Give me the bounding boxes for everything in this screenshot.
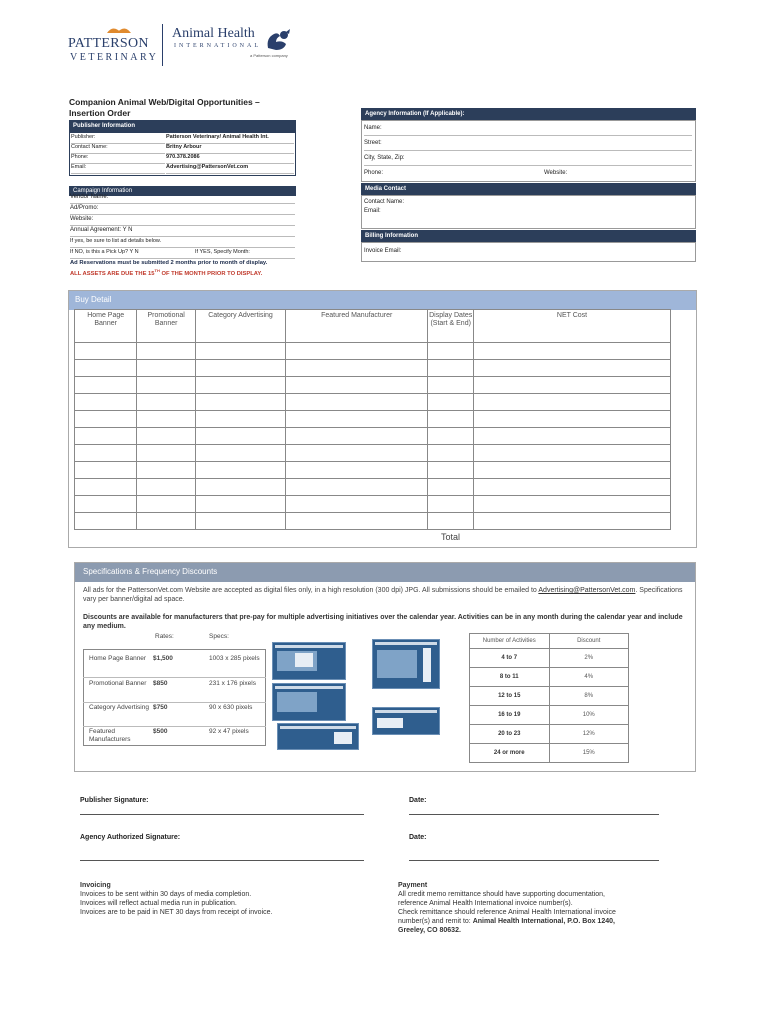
campaign-divider bbox=[70, 258, 295, 259]
publisher-row-label: Phone: bbox=[71, 154, 165, 164]
buy-cell[interactable] bbox=[196, 496, 286, 513]
buy-cell[interactable] bbox=[75, 479, 137, 496]
payment-line-3: Check remittance should reference Animal Health International invoice bbox=[398, 909, 616, 916]
billing-info-box bbox=[361, 242, 696, 262]
buy-cell[interactable] bbox=[474, 445, 671, 462]
date-line-1[interactable] bbox=[409, 814, 659, 815]
specs-title: Specifications & Frequency Discounts bbox=[83, 567, 218, 576]
agency-city-field[interactable]: City, State, Zip: bbox=[364, 154, 692, 166]
payment-address: Animal Health International, P.O. Box 1240, bbox=[472, 918, 615, 925]
spec-item-dimensions: 90 x 630 pixels bbox=[209, 704, 253, 711]
page-title-line2: Insertion Order bbox=[69, 108, 131, 118]
publisher-row-value[interactable]: Patterson Veterinary/ Animal Health Int. bbox=[166, 134, 294, 144]
buy-cell[interactable] bbox=[428, 513, 474, 530]
date-label-2: Date: bbox=[409, 834, 427, 841]
buy-column-header: NET Cost bbox=[474, 310, 671, 343]
patterson-logo bbox=[68, 22, 158, 66]
discount-column-header: Discount bbox=[549, 634, 629, 649]
buy-cell[interactable] bbox=[137, 411, 196, 428]
buy-column-header: Category Advertising bbox=[196, 310, 286, 343]
buy-total-label: Total bbox=[441, 532, 461, 542]
international-wordmark: INTERNATIONAL bbox=[174, 43, 261, 49]
rates-column-header: Rates: bbox=[155, 633, 174, 640]
discount-percent-cell: 12% bbox=[549, 725, 629, 744]
agency-info-header: Agency Information (If Applicable): bbox=[361, 108, 696, 120]
buy-cell[interactable] bbox=[474, 462, 671, 479]
table-row bbox=[470, 649, 629, 668]
buy-cell[interactable] bbox=[196, 428, 286, 445]
discount-percent-cell: 10% bbox=[549, 706, 629, 725]
buy-cell[interactable] bbox=[474, 360, 671, 377]
agency-name-field[interactable]: Name: bbox=[364, 124, 692, 136]
buy-cell[interactable] bbox=[428, 343, 474, 360]
vendor-name-field[interactable]: Vendor Name: bbox=[70, 194, 295, 204]
assets-due-note bbox=[70, 268, 262, 277]
buy-cell[interactable] bbox=[137, 462, 196, 479]
invoicing-section bbox=[80, 881, 272, 917]
patterson-company-tagline: a Patterson company bbox=[250, 53, 288, 58]
discount-percent-cell: 4% bbox=[549, 668, 629, 687]
table-row bbox=[75, 479, 671, 496]
agency-signature-line[interactable] bbox=[80, 860, 364, 861]
table-row bbox=[75, 377, 671, 394]
ad-promo-field[interactable]: Ad/Promo: bbox=[70, 205, 295, 215]
specs-intro bbox=[83, 586, 689, 604]
buy-cell[interactable] bbox=[75, 462, 137, 479]
table-row bbox=[75, 445, 671, 462]
buy-cell[interactable] bbox=[196, 411, 286, 428]
home-page-banner-thumbnail bbox=[272, 642, 346, 680]
buy-cell[interactable] bbox=[196, 360, 286, 377]
buy-cell[interactable] bbox=[428, 428, 474, 445]
billing-info-header: Billing Information bbox=[361, 230, 696, 242]
annual-agreement-field[interactable]: Annual Agreement: Y N bbox=[70, 227, 295, 237]
table-row bbox=[75, 360, 671, 377]
table-row bbox=[75, 411, 671, 428]
campaign-website-field[interactable]: Website: bbox=[70, 216, 295, 226]
publisher-row-label: Email: bbox=[71, 164, 165, 174]
buy-cell[interactable] bbox=[474, 496, 671, 513]
table-row bbox=[75, 343, 671, 360]
publisher-row-value[interactable]: Britny Arbour bbox=[166, 144, 294, 154]
buy-cell[interactable] bbox=[137, 445, 196, 462]
payment-line-5: Greeley, CO 80632. bbox=[398, 927, 461, 934]
buy-cell[interactable] bbox=[75, 445, 137, 462]
discount-percent-cell: 8% bbox=[549, 687, 629, 706]
buy-cell[interactable] bbox=[428, 445, 474, 462]
buy-cell[interactable] bbox=[75, 394, 137, 411]
agency-info-box bbox=[361, 120, 696, 182]
buy-cell[interactable] bbox=[196, 513, 286, 530]
payment-title: Payment bbox=[398, 882, 428, 889]
publisher-signature-label: Publisher Signature: bbox=[80, 797, 149, 804]
buy-cell[interactable] bbox=[196, 394, 286, 411]
date-line-2[interactable] bbox=[409, 860, 659, 861]
buy-cell[interactable] bbox=[286, 428, 428, 445]
table-row bbox=[470, 725, 629, 744]
buy-cell[interactable] bbox=[75, 428, 137, 445]
spec-item-dimensions: 1003 x 285 pixels bbox=[209, 655, 260, 662]
buy-cell[interactable] bbox=[286, 445, 428, 462]
buy-cell[interactable] bbox=[474, 428, 671, 445]
buy-cell[interactable] bbox=[137, 479, 196, 496]
buy-detail-header bbox=[69, 291, 696, 310]
agency-signature-label: Agency Authorized Signature: bbox=[80, 834, 181, 841]
discount-activities-cell: 12 to 15 bbox=[470, 687, 550, 706]
table-row bbox=[75, 462, 671, 479]
publisher-row-value[interactable]: 970.378.2086 bbox=[166, 154, 294, 164]
buy-cell[interactable] bbox=[196, 377, 286, 394]
buy-detail-title: Buy Detail bbox=[75, 295, 112, 304]
buy-cell[interactable] bbox=[137, 513, 196, 530]
buy-cell[interactable] bbox=[286, 513, 428, 530]
hands-logo-icon bbox=[106, 22, 132, 32]
buy-column-header: Featured Manufacturer bbox=[286, 310, 428, 343]
assets-due-text-a: ALL ASSETS ARE DUE THE 15 bbox=[70, 270, 155, 277]
invoice-email-field[interactable]: Invoice Email: bbox=[364, 248, 402, 254]
buy-cell[interactable] bbox=[286, 496, 428, 513]
buy-cell[interactable] bbox=[196, 462, 286, 479]
discount-activities-cell: 20 to 23 bbox=[470, 725, 550, 744]
spec-item-rate: $1,500 bbox=[153, 655, 173, 662]
buy-cell[interactable] bbox=[137, 343, 196, 360]
buy-cell[interactable] bbox=[428, 377, 474, 394]
table-row bbox=[75, 513, 671, 530]
featured-manufacturer-thumbnail-a bbox=[372, 707, 440, 735]
discount-percent-cell: 2% bbox=[549, 649, 629, 668]
payment-line-1: All credit memo remittance should have supporting documentation, bbox=[398, 891, 605, 898]
buy-cell[interactable] bbox=[428, 411, 474, 428]
buy-cell[interactable] bbox=[137, 428, 196, 445]
specs-intro-text-a: All ads for the PattersonVet.com Website are accepted as digital files only, in a high resolution (300 dpi) JPG. All submissions should be emailed to bbox=[83, 587, 537, 594]
animals-logo-icon bbox=[264, 28, 292, 52]
animal-health-logo bbox=[172, 26, 302, 66]
buy-cell[interactable] bbox=[75, 411, 137, 428]
buy-column-header: Home Page Banner bbox=[75, 310, 137, 343]
buy-cell[interactable] bbox=[428, 394, 474, 411]
payment-section bbox=[398, 881, 668, 935]
list-details-note: If yes, be sure to list ad details below. bbox=[70, 238, 295, 248]
buy-cell[interactable] bbox=[75, 360, 137, 377]
publisher-info-box bbox=[69, 132, 296, 176]
buy-cell[interactable] bbox=[75, 343, 137, 360]
buy-cell[interactable] bbox=[137, 394, 196, 411]
patterson-wordmark: PATTERSON bbox=[68, 36, 149, 51]
specify-month-field[interactable]: If YES, Specify Month: bbox=[195, 249, 250, 255]
media-contact-email-field[interactable]: Email: bbox=[364, 208, 381, 214]
invoicing-title: Invoicing bbox=[80, 882, 111, 889]
page-title-line1: Companion Animal Web/Digital Opportunities – bbox=[69, 97, 260, 107]
publisher-row-label: Publisher: bbox=[71, 134, 165, 144]
buy-cell[interactable] bbox=[474, 513, 671, 530]
buy-cell[interactable] bbox=[137, 496, 196, 513]
specs-header bbox=[75, 563, 695, 582]
publisher-row-value[interactable]: Advertising@PattersonVet.com bbox=[166, 164, 294, 174]
buy-cell[interactable] bbox=[75, 513, 137, 530]
buy-column-header: Display Dates (Start & End) bbox=[428, 310, 474, 343]
table-row bbox=[75, 496, 671, 513]
buy-cell[interactable] bbox=[474, 479, 671, 496]
spec-item-rate: $500 bbox=[153, 728, 168, 735]
invoicing-line: Invoices are to be paid in NET 30 days from receipt of invoice. bbox=[80, 909, 273, 916]
publisher-row-label: Contact Name: bbox=[71, 144, 165, 154]
buy-cell[interactable] bbox=[428, 479, 474, 496]
date-label-1: Date: bbox=[409, 797, 427, 804]
advertising-email-link[interactable]: Advertising@PattersonVet.com bbox=[538, 587, 636, 594]
buy-cell[interactable] bbox=[286, 394, 428, 411]
media-contact-name-field[interactable]: Contact Name: bbox=[364, 199, 405, 205]
spec-row-divider bbox=[83, 677, 266, 678]
buy-cell[interactable] bbox=[286, 360, 428, 377]
discount-column-header: Number of Activities bbox=[470, 634, 550, 649]
payment-line-4 bbox=[398, 917, 668, 926]
buy-column-header: Promotional Banner bbox=[137, 310, 196, 343]
buy-cell[interactable] bbox=[286, 479, 428, 496]
category-advertising-thumbnail bbox=[372, 639, 440, 689]
buy-cell[interactable] bbox=[196, 343, 286, 360]
spec-row-divider bbox=[83, 726, 266, 727]
assets-due-text-b: OF THE MONTH PRIOR TO DISPLAY. bbox=[159, 270, 263, 277]
invoicing-line: Invoices to be sent within 30 days of media completion. bbox=[80, 891, 252, 898]
discount-activities-cell: 8 to 11 bbox=[470, 668, 550, 687]
buy-cell[interactable] bbox=[286, 411, 428, 428]
spec-item-name: Promotional Banner bbox=[89, 680, 147, 687]
table-row bbox=[470, 687, 629, 706]
payment-line-4a: number(s) and remit to: bbox=[398, 918, 473, 925]
table-row bbox=[75, 428, 671, 445]
buy-cell[interactable] bbox=[75, 377, 137, 394]
assets-due-sup: TH bbox=[154, 268, 160, 273]
buy-detail-table bbox=[74, 309, 671, 530]
buy-cell[interactable] bbox=[286, 377, 428, 394]
agency-website-field[interactable]: Website: bbox=[544, 170, 568, 176]
buy-cell[interactable] bbox=[137, 377, 196, 394]
agency-phone-field[interactable]: Phone: bbox=[364, 170, 384, 176]
discount-activities-cell: 24 or more bbox=[470, 744, 550, 763]
spec-row-divider bbox=[83, 702, 266, 703]
media-contact-box bbox=[361, 195, 696, 229]
specs-section bbox=[74, 562, 696, 772]
promotional-banner-thumbnail bbox=[272, 683, 346, 721]
buy-cell[interactable] bbox=[428, 360, 474, 377]
logo-divider bbox=[162, 24, 163, 66]
buy-cell[interactable] bbox=[428, 462, 474, 479]
buy-cell[interactable] bbox=[474, 343, 671, 360]
payment-line-2: reference Animal Health International invoice number(s). bbox=[398, 900, 573, 907]
buy-cell[interactable] bbox=[286, 462, 428, 479]
animal-health-wordmark: Animal Health bbox=[172, 26, 255, 41]
invoicing-line: Invoices will reflect actual media run in publication. bbox=[80, 900, 237, 907]
pickup-field[interactable]: If NO, is this a Pick Up? Y N bbox=[70, 249, 139, 255]
table-row bbox=[470, 668, 629, 687]
featured-manufacturer-thumbnail bbox=[277, 723, 359, 750]
specs-column-header: Specs: bbox=[209, 633, 229, 640]
buy-cell[interactable] bbox=[75, 496, 137, 513]
buy-cell[interactable] bbox=[196, 445, 286, 462]
specs-intro-text-b: . Specifications vary per banner/digital ad space. bbox=[83, 587, 683, 603]
buy-cell[interactable] bbox=[137, 360, 196, 377]
spec-item-dimensions: 231 x 176 pixels bbox=[209, 680, 256, 687]
reservation-note: Ad Reservations must be submitted 2 months prior to month of display. bbox=[70, 260, 268, 266]
spec-item-dimensions: 92 x 47 pixels bbox=[209, 728, 249, 735]
agency-street-field[interactable]: Street: bbox=[364, 139, 692, 151]
table-row bbox=[470, 744, 629, 763]
buy-cell[interactable] bbox=[474, 377, 671, 394]
spec-item-rate: $850 bbox=[153, 680, 168, 687]
table-row bbox=[470, 706, 629, 725]
spec-item-name: Home Page Banner bbox=[89, 655, 147, 662]
veterinary-wordmark: VETERINARY bbox=[70, 52, 159, 63]
discount-activities-cell: 16 to 19 bbox=[470, 706, 550, 725]
buy-cell[interactable] bbox=[286, 343, 428, 360]
publisher-signature-line[interactable] bbox=[80, 814, 364, 815]
media-contact-header: Media Contact bbox=[361, 183, 696, 195]
buy-cell[interactable] bbox=[196, 479, 286, 496]
campaign-info-header: Campaign Information bbox=[69, 186, 296, 196]
spec-item-name: Category Advertising bbox=[89, 704, 149, 711]
discount-percent-cell: 15% bbox=[549, 744, 629, 763]
discount-note: Discounts are available for manufacturers that pre-pay for multiple advertising initiatives over the calendar year. Activities can be in any month during the calendar year and include any medium. bbox=[83, 614, 683, 630]
buy-cell[interactable] bbox=[474, 394, 671, 411]
spec-item-name: Featured Manufacturers bbox=[89, 728, 131, 743]
publisher-info-header: Publisher Information bbox=[69, 120, 296, 132]
buy-cell[interactable] bbox=[474, 411, 671, 428]
buy-cell[interactable] bbox=[428, 496, 474, 513]
page-title bbox=[69, 97, 260, 119]
spec-item-rate: $750 bbox=[153, 704, 168, 711]
discount-table bbox=[469, 633, 629, 763]
table-row bbox=[75, 394, 671, 411]
campaign-info-box bbox=[69, 194, 296, 277]
discount-activities-cell: 4 to 7 bbox=[470, 649, 550, 668]
